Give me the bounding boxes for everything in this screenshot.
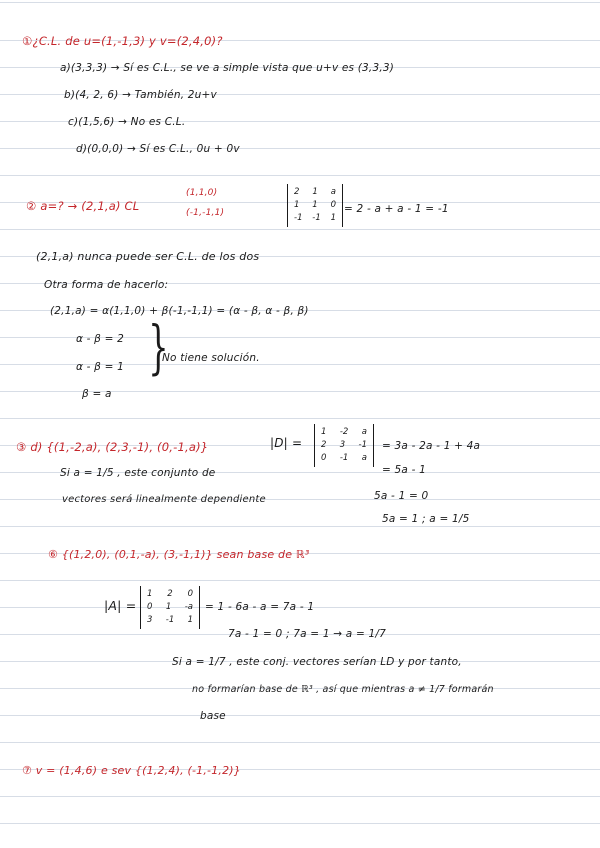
q6-solve: 7a - 1 = 0 ; 7a = 1 → a = 1/7 <box>228 628 386 640</box>
q6-determinant <box>140 586 200 629</box>
q1-item-c: c)(1,5,6) → No es C.L. <box>68 116 186 128</box>
q2-combo: (2,1,a) = α(1,1,0) + β(-1,-1,1) = (α - β, α - β, β) <box>50 305 309 317</box>
q1-item-d: d)(0,0,0) → Sí es C.L., 0u + 0v <box>76 143 240 155</box>
q3-determinant <box>314 424 374 467</box>
q2-eq2: α - β = 1 <box>76 361 125 373</box>
q2-det-result: = 2 - a + a - 1 = -1 <box>344 203 449 215</box>
q6-conclusion-3: base <box>200 710 226 722</box>
q3-head: ③ d) {(1,-2,a), (2,3,-1), (0,-1,a)} <box>16 440 209 454</box>
q2-vec1: (1,1,0) <box>186 188 218 198</box>
q2-eq1: α - β = 2 <box>76 333 125 345</box>
q6-conclusion-2: no formarían base de ℝ³ , así que mientras a ≠ 1/7 formarán <box>192 684 494 695</box>
q2-vec2: (-1,-1,1) <box>186 208 225 218</box>
q6-conclusion-1: Si a = 1/7 , este conj. vectores serían LD y por tanto, <box>172 656 462 668</box>
q2-determinant <box>287 184 343 227</box>
q7-head: ⑦ v = (1,4,6) e sev {(1,2,4), (-1,-1,2)} <box>22 764 241 777</box>
q3-eq2: 5a = 1 ; a = 1/5 <box>382 513 470 525</box>
det-row: -1 -1 1 <box>294 213 336 223</box>
q6-det-label: |A| = <box>104 598 137 613</box>
q3-det-r1: = 3a - 2a - 1 + 4a <box>382 440 481 452</box>
q1-item-a: a)(3,3,3) → Sí es C.L., se ve a simple vista que u+v es (3,3,3) <box>60 62 395 74</box>
q3-si: Si a = 1/5 , este conjunto de <box>60 467 216 479</box>
q2-never: (2,1,a) nunca puede ser C.L. de los dos <box>36 250 260 263</box>
q2-nosol: No tiene solución. <box>162 352 260 364</box>
det-row: 2 1 a <box>294 187 336 197</box>
brace-symbol: } <box>148 313 169 381</box>
q2-eq3: β = a <box>82 388 112 400</box>
det-row: 2 3 -1 <box>321 440 367 450</box>
q3-eq1: 5a - 1 = 0 <box>374 490 429 502</box>
q3-vectores: vectores será linealmente dependiente <box>62 494 266 505</box>
q1-title: ①¿C.L. de u=(1,-1,3) y v=(2,4,0)? <box>22 34 223 48</box>
det-row: 1 -2 a <box>321 427 367 437</box>
q1-item-b: b)(4, 2, 6) → También, 2u+v <box>64 89 217 101</box>
q6-det-result: = 1 - 6a - a = 7a - 1 <box>205 601 315 613</box>
q2-other: Otra forma de hacerlo: <box>44 279 169 291</box>
det-row: 1 1 0 <box>294 200 336 210</box>
det-row: 1 2 0 <box>147 589 193 599</box>
q2-head: ② a=? → (2,1,a) CL <box>26 199 140 213</box>
det-row: 0 -1 a <box>321 453 367 463</box>
det-row: 0 1 -a <box>147 602 193 612</box>
q6-head: ⑥ {(1,2,0), (0,1,-a), (3,-1,1)} sean base de ℝ³ <box>48 548 310 561</box>
q3-det-label: |D| = <box>270 436 303 450</box>
det-row: 3 -1 1 <box>147 615 193 625</box>
q3-det-r2: = 5a - 1 <box>382 464 426 476</box>
